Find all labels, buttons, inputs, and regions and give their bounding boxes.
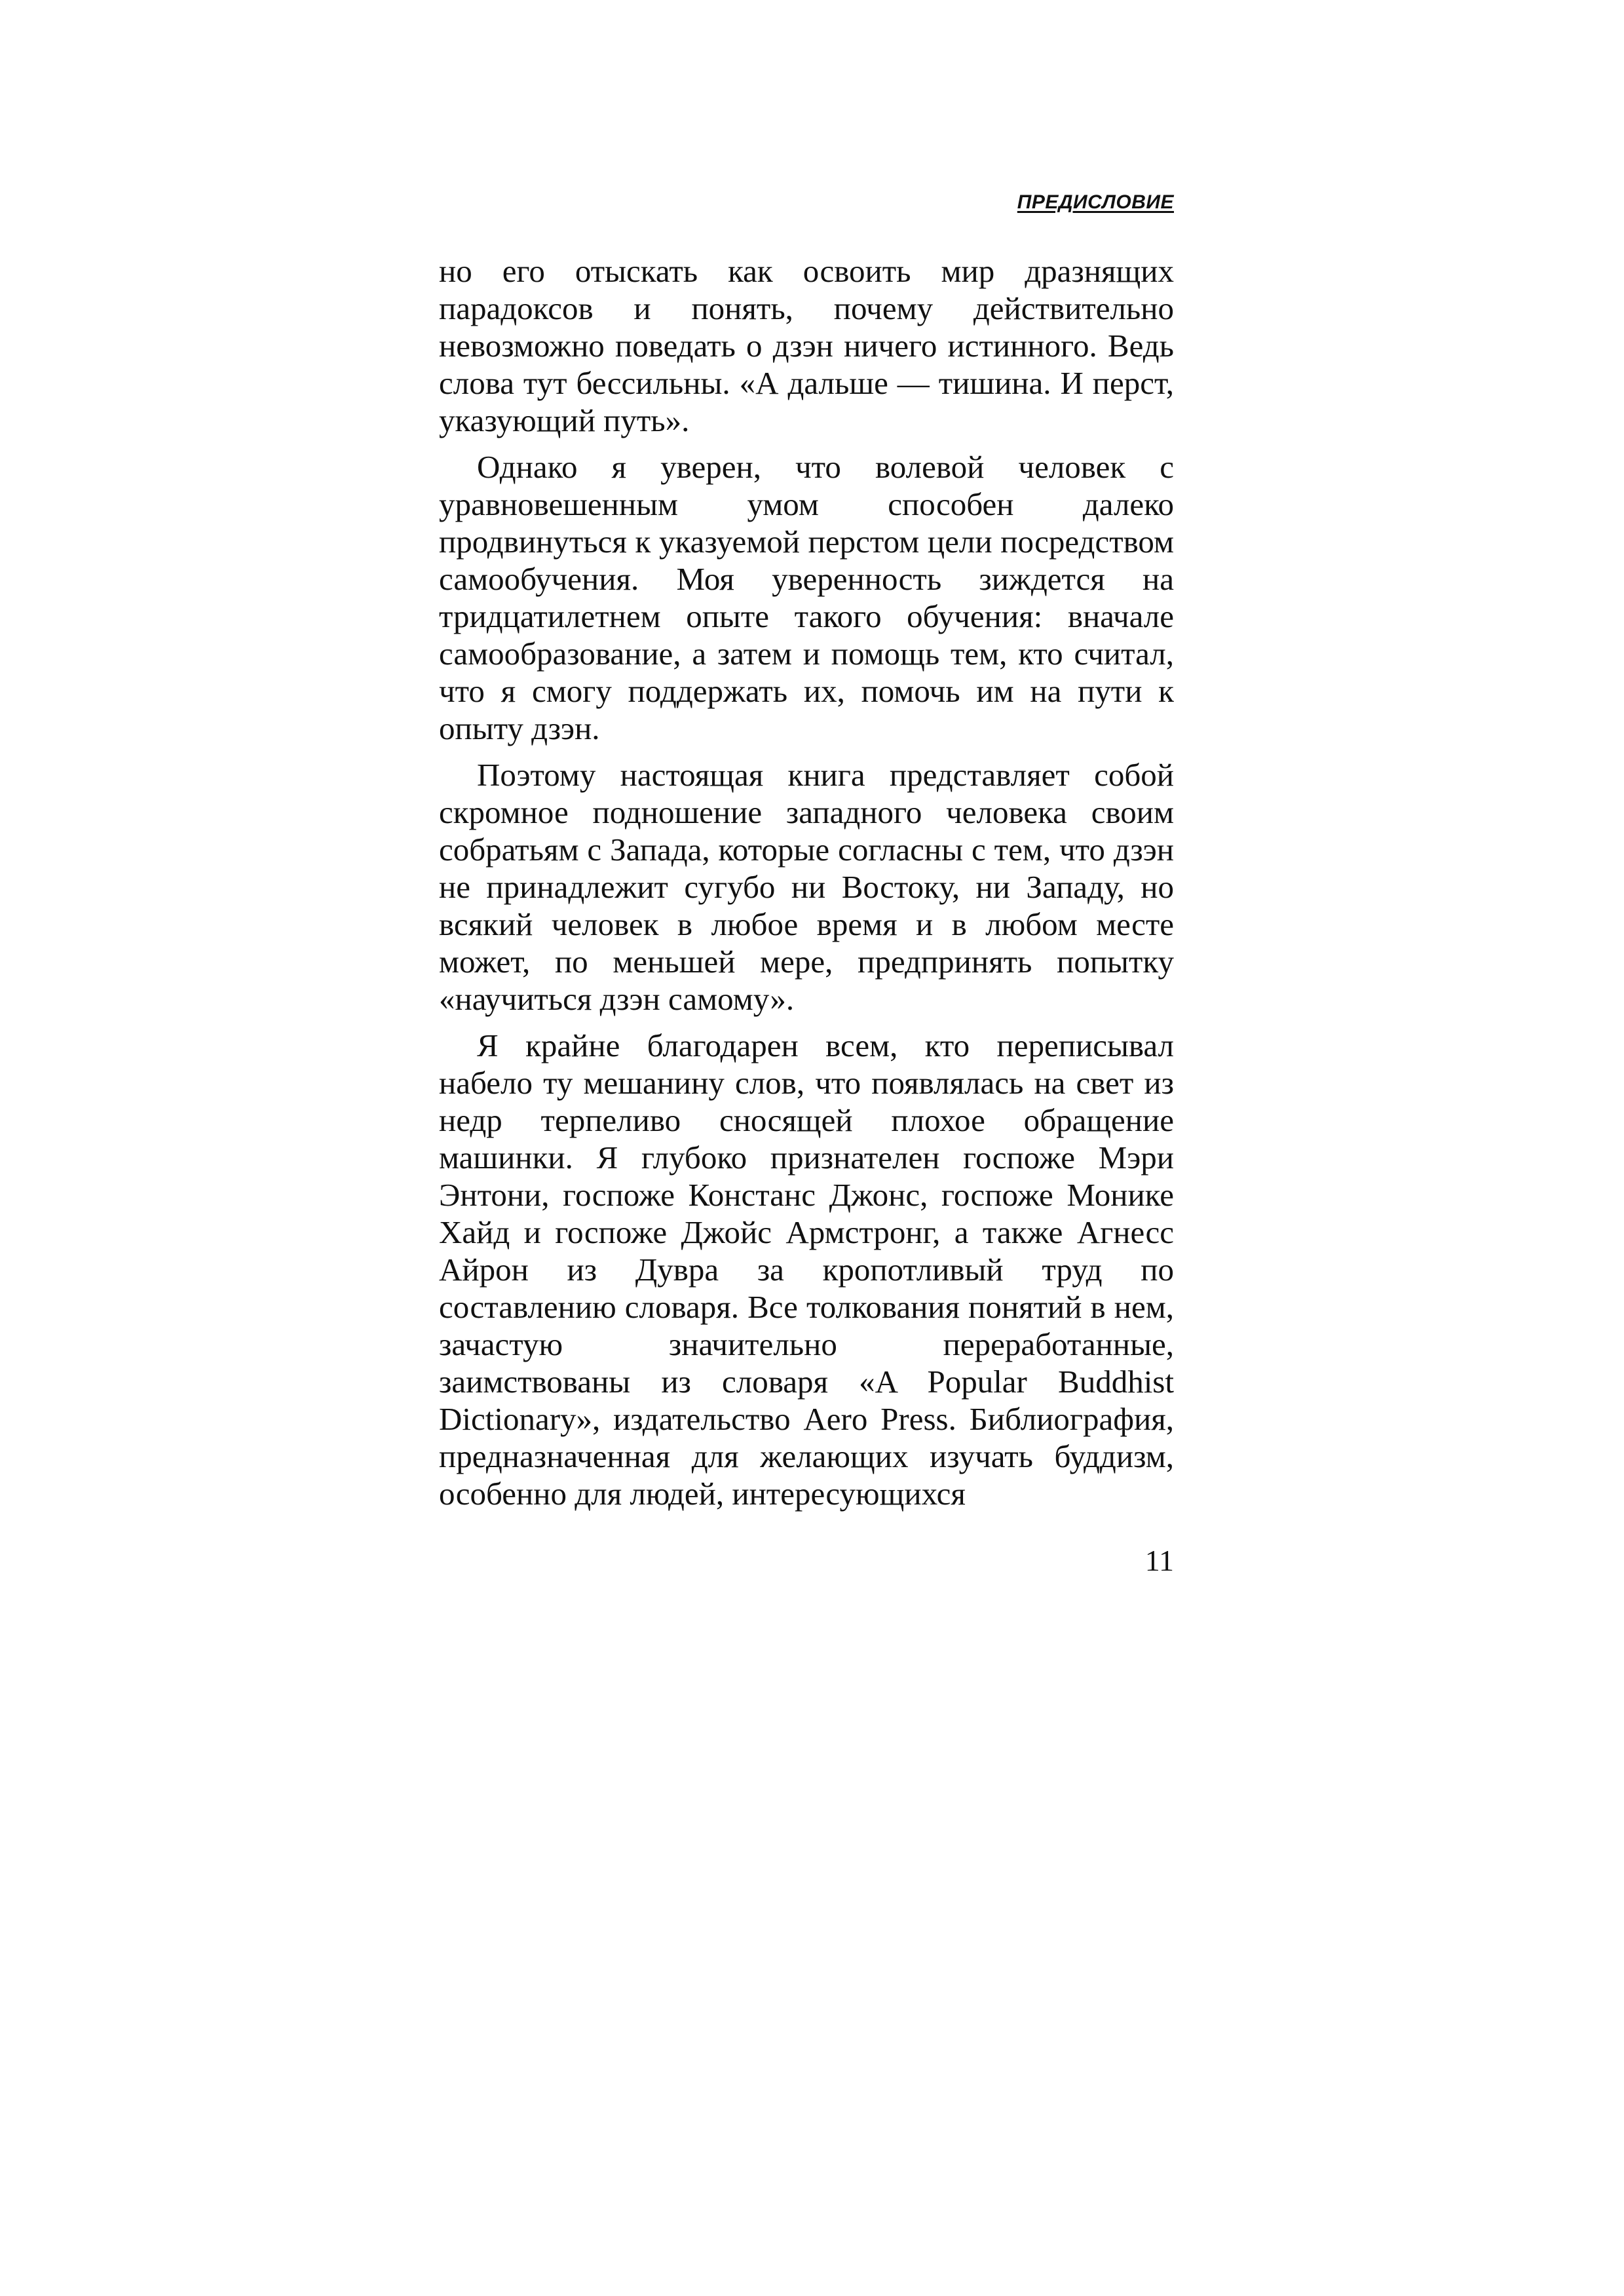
running-head: ПРЕДИСЛОВИЕ [1017, 191, 1174, 213]
paragraph-continuation: но его отыскать как освоить мир дразнящих парадоксов и понять, почему действительно невозможно поведать о дзэн ничего истинного. Ведь слова тут бессильны. «А дальше — тишина. И перст, указующий путь». [439, 253, 1174, 438]
body-text [439, 252, 1174, 1512]
paragraph-acknowledgements: Я крайне благодарен всем, кто переписывал набело ту мешанину слов, что появлялась на свет из недр терпеливо сносящей плохое обращение машинки. Я глубоко признателен госпоже Мэри Энтони, госпоже Констанс Джонс, госпоже Монике Хайд и госпоже Джойс Армстронг, а также Агнесс Айрон из Дувра за кропотливый труд по составлению словаря. Все толкования понятий в нем, зачастую значительно переработанные, заимствованы из словаря «A Popular Buddhist Dictionary», издательство Aero Press. Библиография, предназначенная для желающих изучать буддизм, особенно для людей, интересующихся [439, 1027, 1174, 1512]
page-number: 11 [1144, 1544, 1174, 1577]
paragraph-self-study: Однако я уверен, что волевой человек с уравновешенным умом способен далеко продвинуться к указуемой перстом цели посредством самообучения. Моя уверенность зиждется на тридцатилетнем опыте такого обучения: вначале самообразование, а затем и помощь тем, кто считал, что я смогу поддержать их, помочь им на пути к опыту дзэн. [439, 449, 1174, 746]
paragraph-offering: Поэтому настоящая книга представляет собой скромное подношение западного человека своим собратьям с Запада, которые согласны с тем, что дзэн не принадлежит сугубо ни Востоку, ни Западу, но всякий человек в любое время и в любом месте может, по меньшей мере, предпринять попытку «научиться дзэн самому». [439, 757, 1174, 1017]
